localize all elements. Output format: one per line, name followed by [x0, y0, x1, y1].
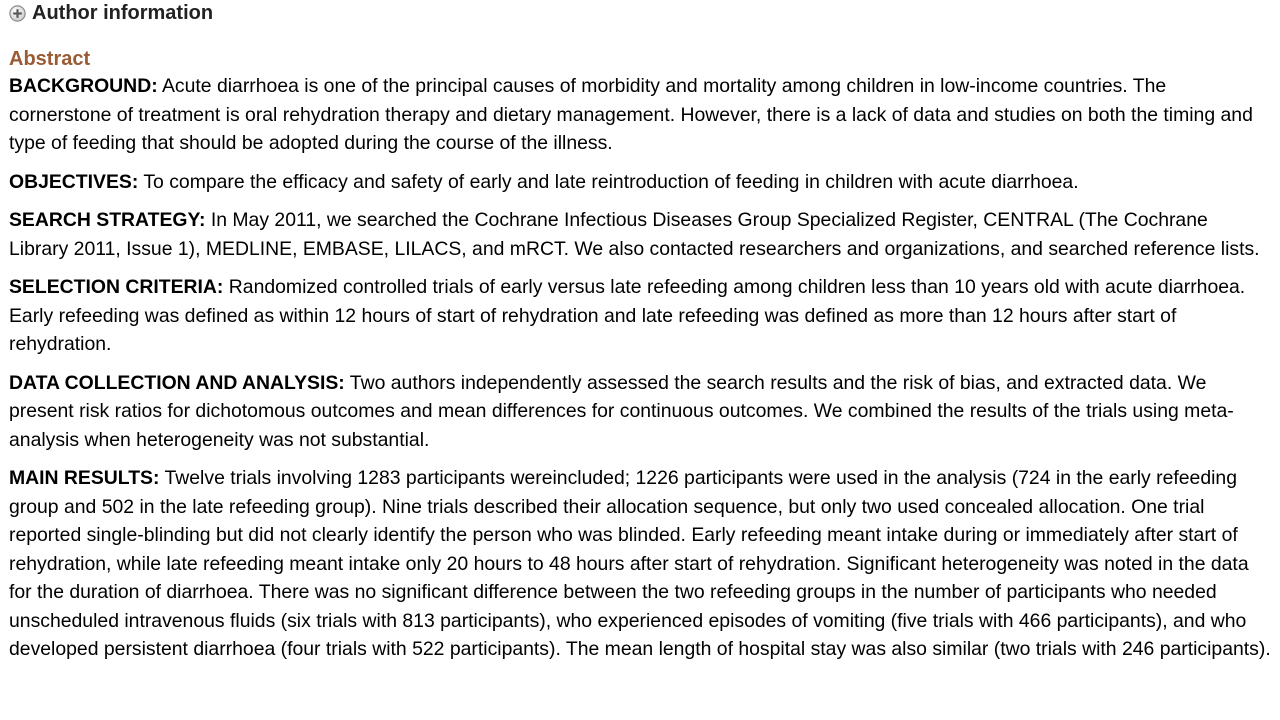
abstract-section-objectives	[9, 168, 1272, 197]
plus-circle-icon[interactable]	[9, 5, 26, 22]
abstract-heading: Abstract	[9, 48, 91, 70]
section-text: Twelve trials involving 1283 participants wereincluded; 1226 participants were used in the analysis (724 in the early refeeding group and 502 in the late refeeding group). Nine trials described their allocation sequence, but only two used concealed allocation. One trial reported single-blinding but did not clearly identify the person who was blinded. Early refeeding meant intake during or immediately after start of rehydration, while late refeeding meant intake only 20 hours to 48 hours after start of rehydration. Significant heterogeneity was noted in the data for the duration of diarrhoea. There was no significant difference between the two refeeding groups in the number of participants who needed unscheduled intravenous fluids (six trials with 813 participants), who experienced episodes of vomiting (five trials with 466 participants), and who developed persistent diarrhoea (four trials with 522 participants). The mean length of hospital stay was also similar (two trials with 246 participants).	[9, 467, 1271, 660]
section-text: Two authors independently assessed the search results and the risk of bias, and extracted data. We present risk ratios for dichotomous outcomes and mean differences for continuous outcomes. We combined the results of the trials using meta-analysis when heterogeneity was not substantial.	[9, 371, 1234, 451]
section-text: Randomized controlled trials of early versus late refeeding among children less than 10 years old with acute diarrhoea. Early refeeding was defined as within 12 hours of start of rehydration and late refeeding was defined as more than 12 hours after start of rehydration.	[9, 276, 1246, 355]
section-text: To compare the efficacy and safety of early and late reintroduction of feeding in children with acute diarrhoea.	[143, 170, 1079, 193]
section-label: OBJECTIVES:	[9, 170, 139, 193]
section-label: MAIN RESULTS:	[9, 467, 160, 489]
abstract-section-selection-criteria	[9, 273, 1272, 359]
section-label: SELECTION CRITERIA:	[9, 276, 224, 298]
author-information-toggle[interactable]	[9, 0, 1272, 26]
section-text: Acute diarrhoea is one of the principal causes of morbidity and mortality among children in low-income countries. The cornerstone of treatment is oral rehydration therapy and dietary management. However, there is a lack of data and studies on both the timing and type of feeding that should be adopted during the course of the illness.	[9, 75, 1253, 154]
abstract-section-background	[9, 72, 1272, 158]
section-text: In May 2011, we searched the Cochrane Infectious Diseases Group Specialized Register, CENTRAL (The Cochrane Library 2011, Issue 1), MEDLINE, EMBASE, LILACS, and mRCT. We also contacted researchers and organizations, and searched reference lists.	[9, 209, 1260, 260]
abstract-sections	[9, 72, 1272, 664]
abstract-section-main-results	[9, 464, 1272, 664]
section-label: SEARCH STRATEGY:	[9, 209, 206, 231]
section-label: BACKGROUND:	[9, 75, 158, 97]
author-information-label[interactable]: Author information	[32, 2, 214, 24]
abstract-section-search-strategy	[9, 206, 1272, 263]
abstract-section-data-collection	[9, 369, 1272, 455]
section-label: DATA COLLECTION AND ANALYSIS:	[9, 371, 345, 394]
